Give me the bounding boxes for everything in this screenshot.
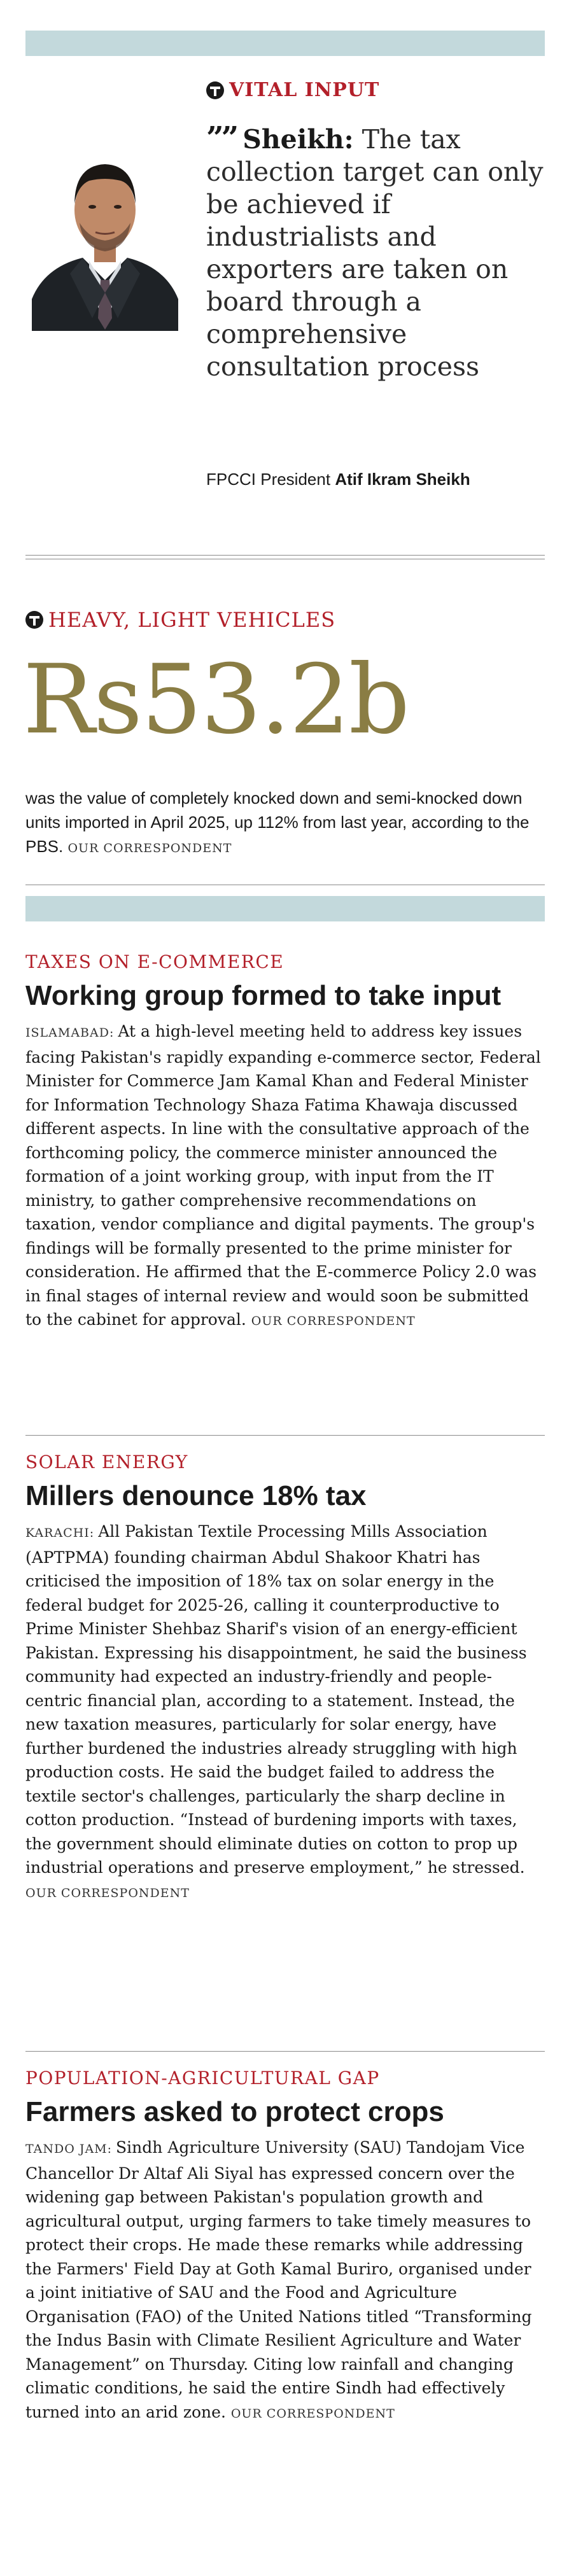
brand-logo-icon — [206, 81, 224, 99]
article-headline: Millers denounce 18% tax — [25, 1480, 367, 1511]
article-body-text: Sindh Agriculture University (SAU) Tandojam Vice Chancellor Dr Altaf Ali Siyal has expressed concern over the widening gap between Pakistan's population growth and agricultural output, urging farmers to take timely measures to protect their crops. He made these remarks while addressing the Farmers' Field Day at Goth Kamal Buriro, organised under a joint initiative of SAU and the Food and Agriculture Organisation (FAO) of the United Nations titled “Transforming the Indus Basin with Climate Resilient Agriculture and Water Management” on Thursday. Citing low rainfall and changing climatic conditions, he said the entire Sindh had effectively turned into an arid zone. — [25, 2138, 532, 2421]
vital-input-label-text: VITAL INPUT — [229, 79, 380, 101]
vehicles-credit: OUR CORRESPONDENT — [67, 841, 232, 855]
article-credit: OUR CORRESPONDENT — [230, 2406, 395, 2421]
attribution-role: FPCCI President — [206, 470, 331, 489]
vital-input-label — [206, 79, 379, 101]
article-body — [25, 2136, 545, 2426]
vehicles-description — [25, 786, 545, 860]
article-kicker: TAXES ON E-COMMERCE — [25, 951, 284, 972]
article-kicker: SOLAR ENERGY — [25, 1452, 188, 1473]
vehicles-text: was the value of completely knocked down and semi-knocked down units imported in April 2025, up 112% from last year, according to the PBS. — [25, 788, 530, 856]
attribution-name: Atif Ikram Sheikh — [335, 470, 470, 489]
article-headline: Working group formed to take input — [25, 980, 502, 1011]
top-color-band — [25, 31, 545, 56]
article-ecommerce — [25, 949, 545, 1334]
big-figure: Rs53.2b — [23, 645, 409, 755]
article-solar — [25, 1450, 545, 1905]
speaker-portrait — [25, 127, 185, 331]
color-band — [25, 896, 545, 921]
vehicles-kicker — [25, 608, 335, 632]
pull-quote — [206, 122, 545, 383]
article-dateline: KARACHI: — [25, 1526, 95, 1540]
article-dateline: ISLAMABAD: — [25, 1026, 115, 1040]
article-credit: OUR CORRESPONDENT — [251, 1314, 416, 1328]
article-body — [25, 1019, 545, 1334]
article-farmers — [25, 2066, 545, 2426]
divider — [25, 1435, 545, 1436]
article-body — [25, 1520, 545, 1905]
article-body-text: At a high-level meeting held to address key issues facing Pakistan's rapidly expanding e-commerce sector, Federal Minister for Commerce Jam Kamal Khan and Federal Minister for Information Technology Shaza Fatima Khawaja discussed different aspects. In line with the consultative approach of the forthcoming policy, the commerce minister announced the formation of a joint working group, with input from the IT ministry, to gather comprehensive recommendations on taxation, vendor compliance and digital payments. The group's findings will be formally presented to the prime minister for consideration. He affirmed that the E-commerce Policy 2.0 was in final stages of internal review and would soon be submitted to the cabinet for approval. — [25, 1022, 541, 1329]
article-headline: Farmers asked to protect crops — [25, 2096, 444, 2127]
brand-logo-icon — [25, 611, 43, 629]
quote-attribution — [206, 470, 470, 489]
quote-speaker: Sheikh: — [242, 124, 354, 155]
article-body-text: All Pakistan Textile Processing Mills Association (APTPMA) founding chairman Abdul Shakoor Khatri has criticised the imposition of 18% tax on solar energy in the federal budget for 2025-26, calling it counterproductive to Prime Minister Shehbaz Sharif's vision of an energy-efficient Pakistan. Expressing his disappointment, he said the business community had expected an industry-friendly and people-centric financial plan, according to a statement. Instead, the new taxation measures, particularly for solar energy, have further burdened the industries already struggling with high production costs. He said the budget failed to address the textile sector's challenges, particularly the sharp decline in cotton production. “Instead of burdening imports with taxes, the government should eliminate duties on cotton to prop up industrial operations and preserve employment,” he stressed. — [25, 1522, 527, 1877]
quote-mark-icon: ”” — [206, 120, 237, 156]
article-dateline: TANDO JAM: — [25, 2142, 113, 2156]
divider — [25, 2051, 545, 2052]
vehicles-kicker-text: HEAVY, LIGHT VEHICLES — [48, 608, 336, 632]
section-divider — [25, 555, 545, 559]
quote-text: The tax collection target can only be achieved if industrialists and exporters are taken on board through a comprehensive consultation process — [206, 124, 544, 382]
article-kicker: POPULATION-AGRICULTURAL GAP — [25, 2068, 380, 2089]
article-credit: OUR CORRESPONDENT — [25, 1886, 190, 1900]
